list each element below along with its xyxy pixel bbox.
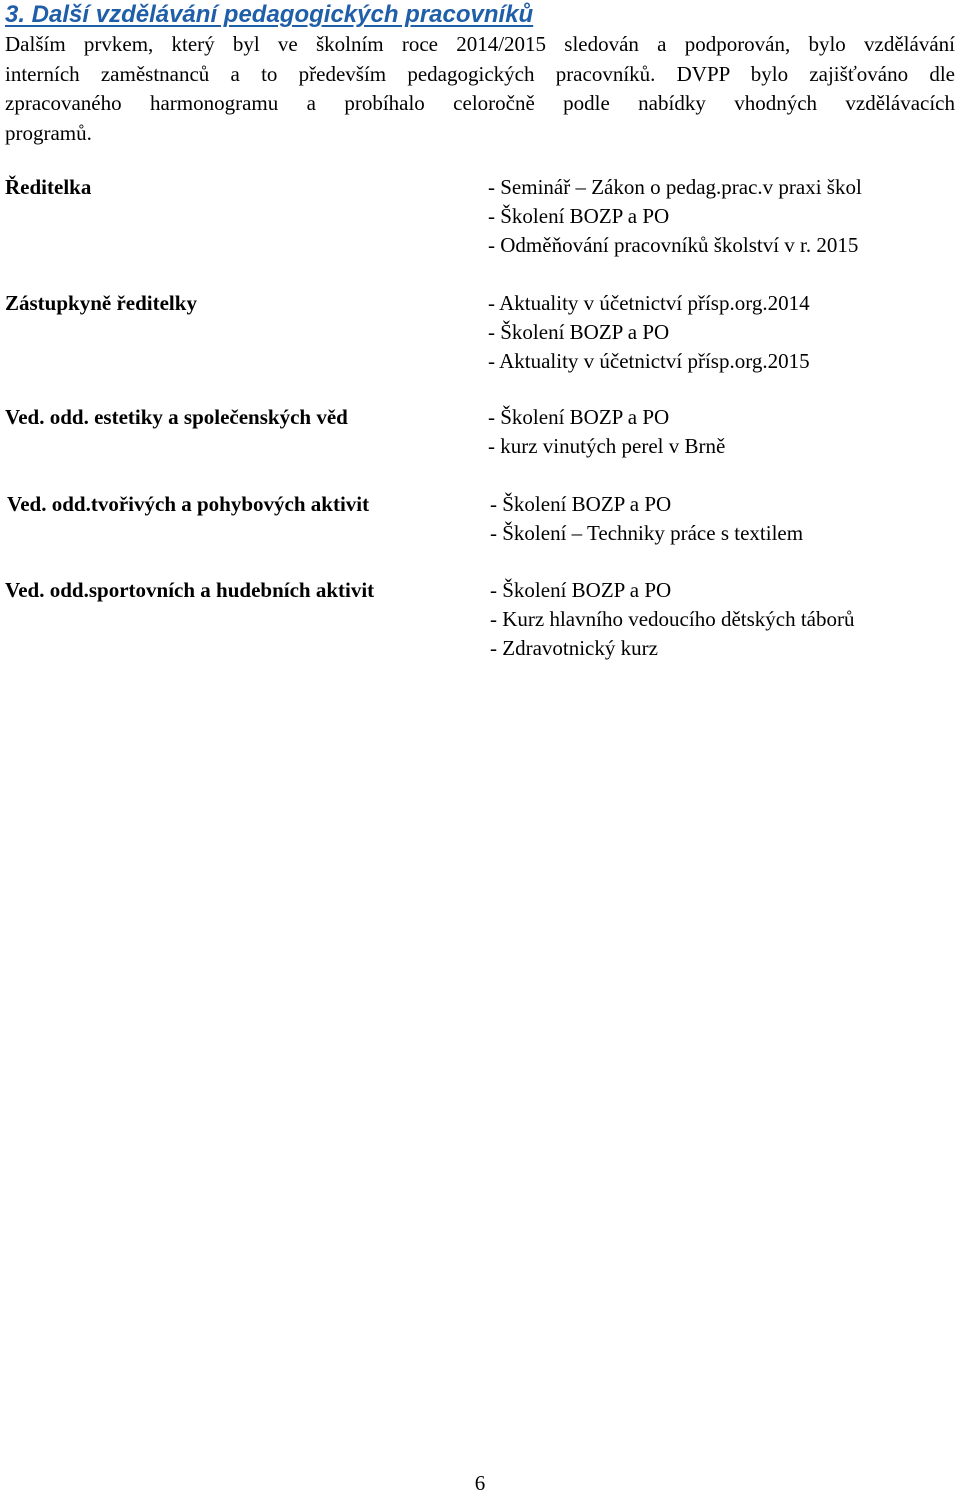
intro-paragraph [5, 30, 955, 148]
training-item: - Zdravotnický kurz [490, 636, 658, 660]
intro-line: Dalším prvkem, který byl ve školním roce 2014/2015 sledován a podporován, bylo vzdělávání [5, 32, 955, 56]
intro-line: zpracovaného harmonogramu a probíhalo celoročně podle nabídky vhodných vzdělávacích [5, 91, 955, 115]
training-item: - Školení BOZP a PO [488, 405, 670, 429]
training-item: - Aktuality v účetnictví přísp.org.2014 [488, 291, 810, 315]
role-label-director: Ředitelka [5, 175, 92, 199]
training-item: - Školení BOZP a PO [490, 492, 672, 516]
training-item: - Kurz hlavního vedoucího dětských táborů [490, 607, 855, 631]
training-item: - Odměňování pracovníků školství v r. 2015 [488, 233, 859, 257]
training-item: - Školení BOZP a PO [490, 578, 672, 602]
training-item: - Školení BOZP a PO [488, 320, 670, 344]
page-number: 6 [474, 1471, 486, 1495]
training-item: - Školení BOZP a PO [488, 204, 670, 228]
section-heading: 3. Další vzdělávání pedagogických pracovníků [5, 1, 534, 28]
training-item: - kurz vinutých perel v Brně [488, 434, 726, 458]
training-item: - Školení – Techniky práce s textilem [490, 521, 804, 545]
training-item: - Seminář – Zákon o pedag.prac.v praxi škol [488, 175, 862, 199]
role-label-deputy: Zástupkyně ředitelky [5, 291, 197, 315]
role-label-aesthetics-head: Ved. odd. estetiky a společenských věd [5, 405, 348, 429]
intro-line: programů. [5, 120, 92, 145]
role-label-creative-head: Ved. odd.tvořivých a pohybových aktivit [7, 492, 370, 516]
role-label-sports-head: Ved. odd.sportovních a hudebních aktivit [5, 578, 375, 602]
intro-line: interních zaměstnanců a to především pedagogických pracovníků. DVPP bylo zajišťováno dle [5, 61, 955, 86]
training-item: - Aktuality v účetnictví přísp.org.2015 [488, 349, 810, 373]
